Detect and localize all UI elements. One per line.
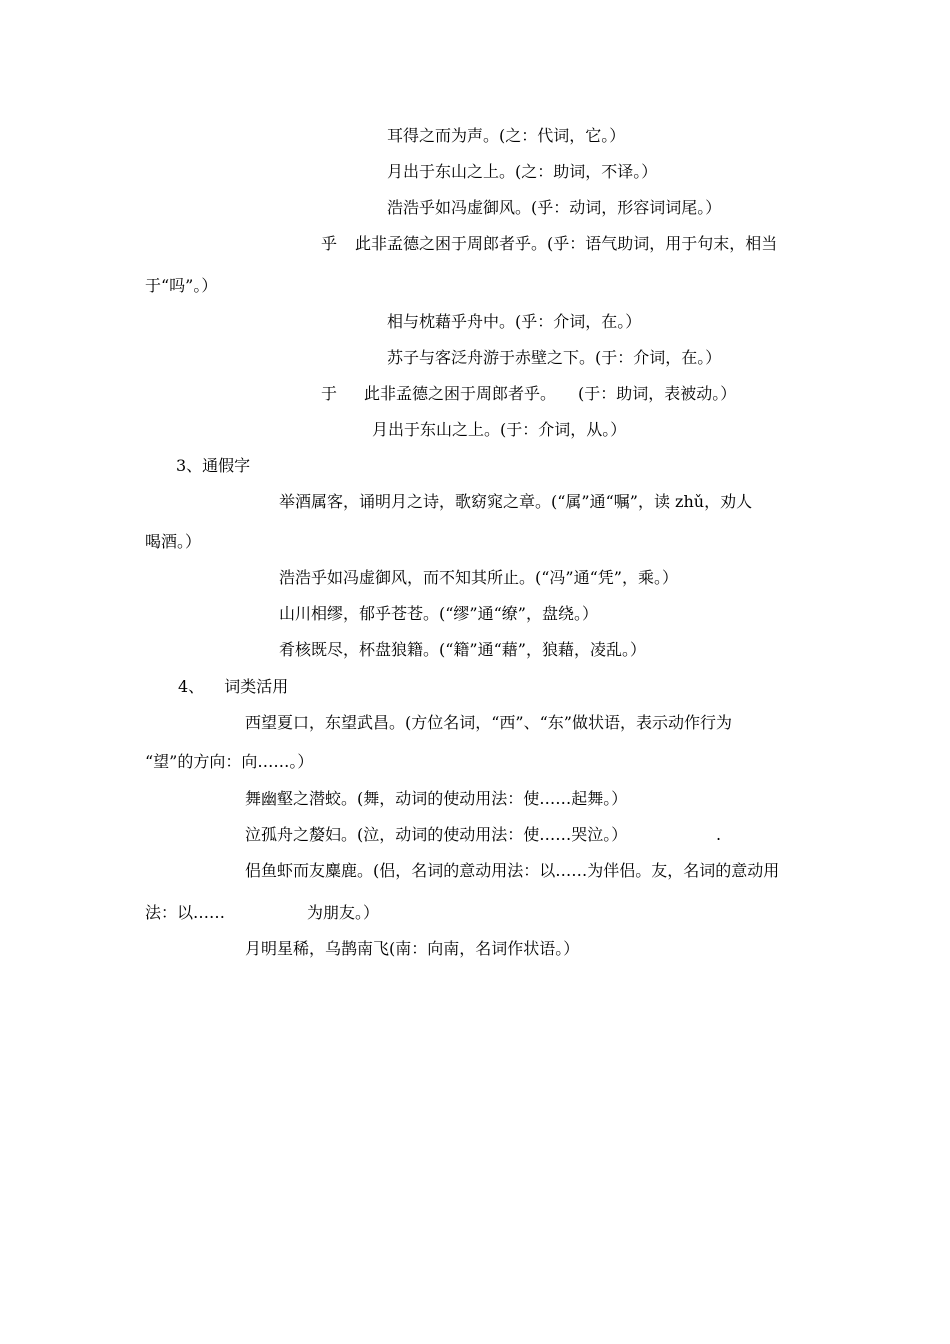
entry-head: 于 <box>321 384 338 403</box>
entry-text: 此非孟德之困于周郎者乎。(乎：语气助词，用于句末，相当 <box>355 234 778 253</box>
section-heading: 3、通假字 <box>176 456 251 475</box>
text-line <box>145 903 379 923</box>
line-text: 为朋友。） <box>307 903 380 922</box>
text-line: 侣鱼虾而友麋鹿。(侣，名词的意动用法：以……为伴侣。友，名词的意动用 <box>245 861 780 880</box>
section-number: 4、 <box>178 677 205 696</box>
text-line: 举酒属客，诵明月之诗，歌窈窕之章。(“属”通“嘱”，读 zhǔ，劝人 <box>279 492 753 511</box>
text-line: 浩浩乎如冯虚御风，而不知其所止。(“冯”通“凭”，乘。） <box>279 568 678 587</box>
text-line: 月出于东山之上。(于：介词，从。） <box>372 420 627 439</box>
entry-head: 乎 <box>321 234 338 253</box>
text-line: 苏子与客泛舟游于赤壁之下。(于：介词，在。） <box>387 348 722 367</box>
text-line: 月明星稀，乌鹊南飞(南：向南，名词作状语。） <box>245 939 580 958</box>
entry-text: 此非孟德之困于周郎者乎。 <box>364 384 557 403</box>
text-line: 舞幽壑之潜蛟。(舞，动词的使动用法：使……起舞。） <box>245 789 628 808</box>
text-line: 山川相缪，郁乎苍苍。(“缪”通“缭”，盘绕。） <box>279 604 598 623</box>
text-line <box>321 234 777 254</box>
text-line: 喝酒。） <box>145 532 202 551</box>
text-line <box>245 825 627 845</box>
text-line: 月出于东山之上。(之：助词，不译。） <box>387 162 658 181</box>
text-line: 于“吗”。） <box>145 276 218 295</box>
line-text: 法：以…… <box>145 903 226 922</box>
line-text: 泣孤舟之嫠妇。(泣，动词的使动用法：使……哭泣。） <box>245 825 628 844</box>
text-line <box>321 384 736 404</box>
text-line: 西望夏口，东望武昌。(方位名词，“西”、“东”做状语，表示动作行为 <box>245 713 732 732</box>
section-title: 词类活用 <box>224 677 289 696</box>
text-line: “望”的方向：向……。） <box>145 752 314 771</box>
text-line: 浩浩乎如冯虚御风。(乎：动词，形容词词尾。） <box>387 198 722 217</box>
section-heading <box>178 677 288 697</box>
entry-note: (于：助词，表被动。） <box>578 384 737 403</box>
stray-dot: . <box>716 825 722 844</box>
text-line: 相与枕藉乎舟中。(乎：介词，在。） <box>387 312 642 331</box>
text-line: 肴核既尽，杯盘狼籍。(“籍”通“藉”，狼藉，凌乱。） <box>279 640 646 659</box>
text-line: 耳得之而为声。(之：代词，它。） <box>387 126 626 145</box>
